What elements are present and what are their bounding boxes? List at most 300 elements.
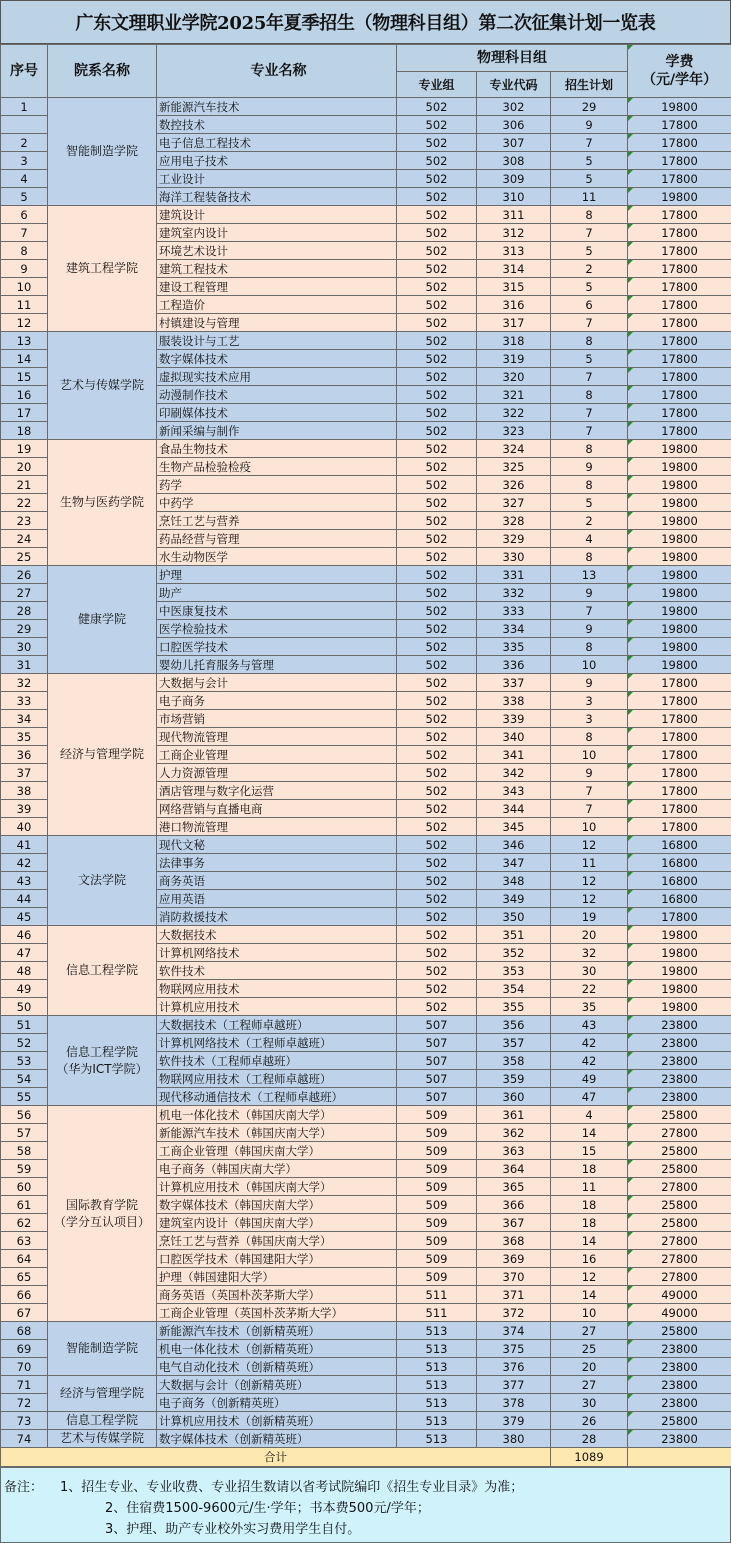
cell-seq: 53	[1, 1052, 48, 1070]
cell-group: 502	[397, 548, 477, 566]
cell-code: 331	[477, 566, 551, 584]
cell-code: 323	[477, 422, 551, 440]
cell-seq: 56	[1, 1106, 48, 1124]
cell-code: 317	[477, 314, 551, 332]
header-code: 专业代码	[477, 72, 551, 98]
cell-fee: 25800	[628, 1106, 731, 1124]
cell-major: 婴幼儿托育服务与管理	[157, 656, 397, 674]
cell-major: 软件技术（工程师卓越班）	[157, 1052, 397, 1070]
cell-major: 数控技术	[157, 116, 397, 134]
cell-code: 347	[477, 854, 551, 872]
cell-seq: 35	[1, 728, 48, 746]
cell-fee: 17800	[628, 386, 731, 404]
cell-fee: 19800	[628, 944, 731, 962]
cell-seq: 22	[1, 494, 48, 512]
cell-group: 507	[397, 1070, 477, 1088]
cell-major: 印刷媒体技术	[157, 404, 397, 422]
cell-seq: 34	[1, 710, 48, 728]
cell-plan: 29	[551, 98, 628, 116]
cell-code: 344	[477, 800, 551, 818]
cell-code: 368	[477, 1232, 551, 1250]
cell-major: 服装设计与工艺	[157, 332, 397, 350]
cell-fee: 23800	[628, 1088, 731, 1106]
cell-plan: 7	[551, 602, 628, 620]
cell-plan: 12	[551, 836, 628, 854]
cell-group: 502	[397, 854, 477, 872]
cell-seq: 32	[1, 674, 48, 692]
cell-fee: 27800	[628, 1178, 731, 1196]
cell-plan: 8	[551, 638, 628, 656]
cell-plan: 13	[551, 566, 628, 584]
cell-seq: 26	[1, 566, 48, 584]
cell-code: 333	[477, 602, 551, 620]
cell-plan: 49	[551, 1070, 628, 1088]
cell-code: 358	[477, 1052, 551, 1070]
cell-code: 349	[477, 890, 551, 908]
cell-fee: 27800	[628, 1268, 731, 1286]
cell-plan: 12	[551, 872, 628, 890]
header-plan: 招生计划	[551, 72, 628, 98]
cell-seq: 7	[1, 224, 48, 242]
cell-group: 509	[397, 1124, 477, 1142]
cell-major: 酒店管理与数字化运营	[157, 782, 397, 800]
cell-group: 509	[397, 1142, 477, 1160]
cell-dept: 艺术与传媒学院	[48, 1430, 157, 1448]
cell-seq: 66	[1, 1286, 48, 1304]
cell-seq: 65	[1, 1268, 48, 1286]
cell-plan: 15	[551, 1142, 628, 1160]
cell-group: 513	[397, 1340, 477, 1358]
table-row	[1, 1412, 731, 1430]
cell-seq: 57	[1, 1124, 48, 1142]
cell-plan: 42	[551, 1052, 628, 1070]
cell-fee: 19800	[628, 998, 731, 1016]
dept-name-sub: （华为ICT学院）	[56, 1061, 148, 1076]
cell-major: 机电一体化技术（创新精英班）	[157, 1340, 397, 1358]
cell-seq: 15	[1, 368, 48, 386]
cell-group: 502	[397, 620, 477, 638]
cell-seq: 54	[1, 1070, 48, 1088]
cell-code: 324	[477, 440, 551, 458]
cell-seq: 31	[1, 656, 48, 674]
cell-fee: 23800	[628, 1070, 731, 1088]
table-row	[1, 332, 731, 350]
cell-code: 354	[477, 980, 551, 998]
cell-plan: 8	[551, 440, 628, 458]
cell-seq: 59	[1, 1160, 48, 1178]
cell-code: 322	[477, 404, 551, 422]
cell-fee: 19800	[628, 584, 731, 602]
cell-group: 513	[397, 1430, 477, 1448]
dept-name-main: 国际教育学院	[65, 1197, 138, 1212]
cell-group: 502	[397, 494, 477, 512]
cell-fee: 17800	[628, 908, 731, 926]
cell-major: 生物产品检验检疫	[157, 458, 397, 476]
cell-fee: 16800	[628, 836, 731, 854]
cell-code: 377	[477, 1376, 551, 1394]
cell-plan: 10	[551, 818, 628, 836]
cell-group: 502	[397, 530, 477, 548]
cell-group: 502	[397, 422, 477, 440]
cell-dept: 智能制造学院	[48, 1322, 157, 1376]
cell-group: 509	[397, 1160, 477, 1178]
cell-group: 509	[397, 1106, 477, 1124]
cell-code: 318	[477, 332, 551, 350]
cell-group: 502	[397, 656, 477, 674]
cell-plan: 42	[551, 1034, 628, 1052]
cell-fee: 17800	[628, 728, 731, 746]
cell-seq: 71	[1, 1376, 48, 1394]
header-major: 专业名称	[157, 45, 397, 98]
cell-seq: 1	[1, 98, 48, 116]
header-group-title: 物理科目组	[397, 45, 628, 72]
cell-group: 502	[397, 800, 477, 818]
cell-group: 502	[397, 314, 477, 332]
cell-fee: 17800	[628, 224, 731, 242]
cell-fee: 17800	[628, 206, 731, 224]
notes-label: 备注：	[4, 1480, 44, 1495]
cell-major: 新能源汽车技术	[157, 98, 397, 116]
cell-code: 357	[477, 1034, 551, 1052]
cell-fee: 19800	[628, 962, 731, 980]
cell-code: 364	[477, 1160, 551, 1178]
cell-plan: 43	[551, 1016, 628, 1034]
cell-major: 护理	[157, 566, 397, 584]
cell-seq: 38	[1, 782, 48, 800]
cell-fee: 19800	[628, 476, 731, 494]
total-row	[1, 1448, 731, 1467]
cell-seq: 29	[1, 620, 48, 638]
cell-plan: 47	[551, 1088, 628, 1106]
table-row	[1, 1106, 731, 1124]
table-row	[1, 440, 731, 458]
page-title: 广东文理职业学院2025年夏季招生（物理科目组）第二次征集计划一览表	[0, 0, 731, 44]
cell-plan: 22	[551, 980, 628, 998]
cell-code: 366	[477, 1196, 551, 1214]
cell-seq: 17	[1, 404, 48, 422]
cell-group: 502	[397, 206, 477, 224]
cell-plan: 12	[551, 1268, 628, 1286]
cell-major: 新能源汽车技术（韩国庆南大学）	[157, 1124, 397, 1142]
cell-plan: 35	[551, 998, 628, 1016]
cell-fee: 19800	[628, 620, 731, 638]
cell-group: 513	[397, 1358, 477, 1376]
cell-code: 355	[477, 998, 551, 1016]
cell-plan: 25	[551, 1340, 628, 1358]
cell-group: 502	[397, 260, 477, 278]
cell-major: 人力资源管理	[157, 764, 397, 782]
cell-group: 502	[397, 998, 477, 1016]
cell-fee: 49000	[628, 1286, 731, 1304]
cell-group: 502	[397, 512, 477, 530]
cell-major: 应用电子技术	[157, 152, 397, 170]
cell-plan: 7	[551, 134, 628, 152]
cell-code: 372	[477, 1304, 551, 1322]
note-line-2: 2、住宿费1500-9600元/生·学年；书本费500元/学年；	[105, 1501, 430, 1516]
cell-fee: 17800	[628, 170, 731, 188]
cell-plan: 8	[551, 548, 628, 566]
cell-major: 动漫制作技术	[157, 386, 397, 404]
cell-seq: 45	[1, 908, 48, 926]
cell-code: 343	[477, 782, 551, 800]
cell-plan: 8	[551, 386, 628, 404]
cell-code: 316	[477, 296, 551, 314]
total-label: 合计	[1, 1448, 551, 1467]
cell-code: 307	[477, 134, 551, 152]
cell-major: 物联网应用技术（工程师卓越班）	[157, 1070, 397, 1088]
cell-group: 502	[397, 782, 477, 800]
cell-fee: 23800	[628, 1340, 731, 1358]
cell-code: 356	[477, 1016, 551, 1034]
cell-plan: 5	[551, 350, 628, 368]
cell-fee: 19800	[628, 494, 731, 512]
cell-code: 367	[477, 1214, 551, 1232]
cell-code: 352	[477, 944, 551, 962]
cell-group: 502	[397, 638, 477, 656]
cell-code: 361	[477, 1106, 551, 1124]
cell-seq: 12	[1, 314, 48, 332]
cell-code: 370	[477, 1268, 551, 1286]
cell-group: 509	[397, 1214, 477, 1232]
cell-code: 346	[477, 836, 551, 854]
cell-code: 379	[477, 1412, 551, 1430]
table-row	[1, 1430, 731, 1448]
cell-group: 502	[397, 674, 477, 692]
cell-code: 371	[477, 1286, 551, 1304]
cell-plan: 14	[551, 1232, 628, 1250]
cell-major: 工程造价	[157, 296, 397, 314]
header-seq: 序号	[1, 45, 48, 98]
cell-fee: 25800	[628, 1196, 731, 1214]
cell-group: 502	[397, 188, 477, 206]
cell-dept: 经济与管理学院	[48, 1376, 157, 1412]
cell-seq: 39	[1, 800, 48, 818]
cell-major: 电子商务（韩国庆南大学）	[157, 1160, 397, 1178]
cell-plan: 9	[551, 584, 628, 602]
cell-seq: 43	[1, 872, 48, 890]
header-fee-line1: 学费	[665, 54, 694, 71]
cell-code: 341	[477, 746, 551, 764]
cell-code: 315	[477, 278, 551, 296]
cell-major: 数字媒体技术	[157, 350, 397, 368]
cell-major: 海洋工程装备技术	[157, 188, 397, 206]
cell-group: 502	[397, 926, 477, 944]
cell-code: 353	[477, 962, 551, 980]
cell-major: 环境艺术设计	[157, 242, 397, 260]
cell-group: 502	[397, 350, 477, 368]
cell-plan: 20	[551, 1358, 628, 1376]
cell-seq: 40	[1, 818, 48, 836]
cell-plan: 27	[551, 1376, 628, 1394]
cell-major: 烹饪工艺与营养（韩国庆南大学）	[157, 1232, 397, 1250]
cell-fee: 23800	[628, 1430, 731, 1448]
cell-major: 中药学	[157, 494, 397, 512]
cell-fee: 17800	[628, 296, 731, 314]
cell-group: 509	[397, 1178, 477, 1196]
cell-group: 502	[397, 170, 477, 188]
cell-dept: 信息工程学院	[48, 926, 157, 1016]
cell-major: 电子商务（创新精英班）	[157, 1394, 397, 1412]
cell-major: 应用英语	[157, 890, 397, 908]
cell-seq: 2	[1, 134, 48, 152]
cell-fee: 25800	[628, 1214, 731, 1232]
cell-group: 502	[397, 962, 477, 980]
cell-fee: 19800	[628, 530, 731, 548]
cell-major: 网络营销与直播电商	[157, 800, 397, 818]
cell-dept: 健康学院	[48, 566, 157, 674]
cell-group: 502	[397, 908, 477, 926]
cell-seq: 68	[1, 1322, 48, 1340]
cell-code: 363	[477, 1142, 551, 1160]
cell-plan: 20	[551, 926, 628, 944]
cell-fee: 19800	[628, 656, 731, 674]
cell-group: 502	[397, 584, 477, 602]
cell-fee: 16800	[628, 854, 731, 872]
cell-fee: 25800	[628, 1142, 731, 1160]
cell-seq: 74	[1, 1430, 48, 1448]
cell-seq: 47	[1, 944, 48, 962]
cell-major: 医学检验技术	[157, 620, 397, 638]
cell-code: 339	[477, 710, 551, 728]
cell-seq: 61	[1, 1196, 48, 1214]
cell-code: 374	[477, 1322, 551, 1340]
cell-fee: 17800	[628, 134, 731, 152]
cell-fee: 17800	[628, 242, 731, 260]
cell-plan: 5	[551, 278, 628, 296]
cell-plan: 28	[551, 1430, 628, 1448]
cell-group: 507	[397, 1016, 477, 1034]
cell-plan: 12	[551, 890, 628, 908]
cell-code: 302	[477, 98, 551, 116]
cell-group: 502	[397, 980, 477, 998]
cell-seq: 46	[1, 926, 48, 944]
cell-code: 311	[477, 206, 551, 224]
cell-fee: 23800	[628, 1394, 731, 1412]
cell-plan: 9	[551, 458, 628, 476]
cell-plan: 32	[551, 944, 628, 962]
cell-fee: 17800	[628, 278, 731, 296]
cell-plan: 9	[551, 116, 628, 134]
cell-group: 502	[397, 692, 477, 710]
cell-seq: 33	[1, 692, 48, 710]
cell-major: 计算机应用技术（创新精英班）	[157, 1412, 397, 1430]
note-line-1: 1、招生专业、专业收费、专业招生数请以省考试院编印《招生专业目录》为准；	[60, 1480, 524, 1495]
cell-group: 502	[397, 98, 477, 116]
cell-major: 计算机网络技术（工程师卓越班）	[157, 1034, 397, 1052]
cell-major: 村镇建设与管理	[157, 314, 397, 332]
header-row	[1, 45, 731, 72]
cell-seq: 50	[1, 998, 48, 1016]
cell-seq: 14	[1, 350, 48, 368]
cell-group: 502	[397, 296, 477, 314]
cell-major: 大数据技术	[157, 926, 397, 944]
cell-seq: 4	[1, 170, 48, 188]
cell-major: 大数据与会计（创新精英班）	[157, 1376, 397, 1394]
cell-fee: 23800	[628, 1034, 731, 1052]
cell-plan: 7	[551, 422, 628, 440]
cell-group: 502	[397, 764, 477, 782]
cell-fee: 19800	[628, 440, 731, 458]
cell-code: 330	[477, 548, 551, 566]
table-row	[1, 926, 731, 944]
note-line-3: 3、护理、助产专业校外实习费用学生自付。	[105, 1522, 361, 1537]
cell-group: 502	[397, 440, 477, 458]
cell-fee: 27800	[628, 1124, 731, 1142]
cell-fee: 19800	[628, 638, 731, 656]
cell-group: 502	[397, 872, 477, 890]
cell-fee: 16800	[628, 890, 731, 908]
cell-fee: 17800	[628, 116, 731, 134]
cell-group: 509	[397, 1250, 477, 1268]
cell-group: 502	[397, 242, 477, 260]
cell-code: 329	[477, 530, 551, 548]
cell-code: 332	[477, 584, 551, 602]
cell-group: 502	[397, 944, 477, 962]
cell-dept: 艺术与传媒学院	[48, 332, 157, 440]
cell-group: 511	[397, 1286, 477, 1304]
cell-fee: 17800	[628, 800, 731, 818]
cell-plan: 26	[551, 1412, 628, 1430]
cell-fee: 19800	[628, 980, 731, 998]
cell-plan: 5	[551, 152, 628, 170]
cell-plan: 7	[551, 782, 628, 800]
cell-plan: 30	[551, 1394, 628, 1412]
cell-fee: 17800	[628, 710, 731, 728]
cell-seq: 58	[1, 1142, 48, 1160]
table-row	[1, 566, 731, 584]
cell-fee: 17800	[628, 674, 731, 692]
cell-code: 320	[477, 368, 551, 386]
cell-code: 365	[477, 1178, 551, 1196]
cell-plan: 10	[551, 746, 628, 764]
cell-fee: 19800	[628, 566, 731, 584]
table-row	[1, 1322, 731, 1340]
table-row	[1, 98, 731, 116]
cell-fee: 23800	[628, 1358, 731, 1376]
cell-fee: 23800	[628, 1376, 731, 1394]
cell-group: 502	[397, 836, 477, 854]
cell-plan: 18	[551, 1214, 628, 1232]
cell-major: 口腔医学技术（韩国建阳大学）	[157, 1250, 397, 1268]
cell-fee: 19800	[628, 98, 731, 116]
cell-major: 机电一体化技术（韩国庆南大学）	[157, 1106, 397, 1124]
total-plan: 1089	[551, 1448, 628, 1467]
cell-plan: 5	[551, 242, 628, 260]
cell-seq: 3	[1, 152, 48, 170]
cell-code: 326	[477, 476, 551, 494]
cell-major: 港口物流管理	[157, 818, 397, 836]
cell-seq: 69	[1, 1340, 48, 1358]
table-row	[1, 836, 731, 854]
cell-major: 新能源汽车技术（创新精英班）	[157, 1322, 397, 1340]
cell-major: 现代物流管理	[157, 728, 397, 746]
cell-code: 369	[477, 1250, 551, 1268]
cell-fee: 27800	[628, 1232, 731, 1250]
cell-fee: 16800	[628, 872, 731, 890]
cell-code: 319	[477, 350, 551, 368]
table-row	[1, 206, 731, 224]
cell-major: 工业设计	[157, 170, 397, 188]
cell-seq: 42	[1, 854, 48, 872]
cell-plan: 7	[551, 314, 628, 332]
cell-code: 335	[477, 638, 551, 656]
cell-major: 计算机应用技术	[157, 998, 397, 1016]
cell-code: 328	[477, 512, 551, 530]
cell-plan: 5	[551, 494, 628, 512]
cell-group: 509	[397, 1232, 477, 1250]
cell-code: 359	[477, 1070, 551, 1088]
cell-group: 502	[397, 728, 477, 746]
